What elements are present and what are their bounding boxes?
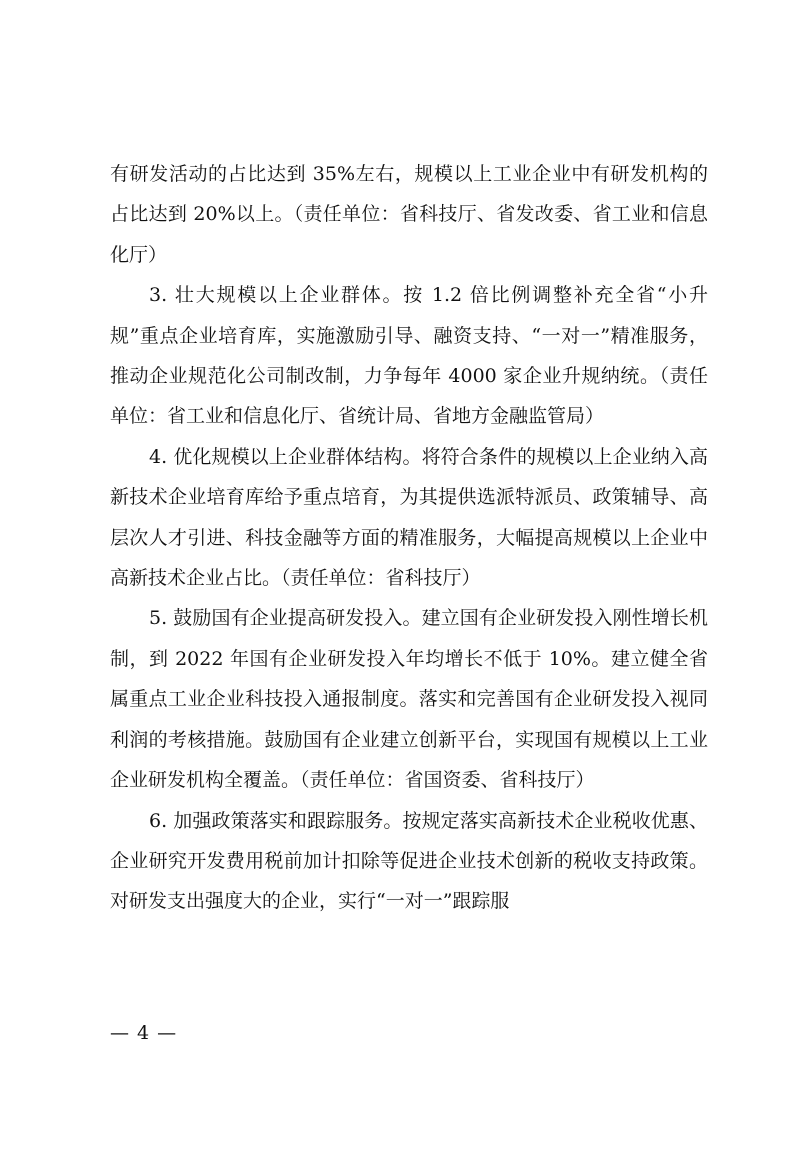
- paragraph-item-6: 6. 加强政策落实和跟踪服务。按规定落实高新技术企业税收优惠、企业研究开发费用税前加计扣除等促进企业技术创新的税收支持政策。对研发支出强度大的企业，实行“一对一”跟踪服: [110, 809, 708, 913]
- page-number: — 4 —: [110, 1022, 178, 1044]
- paragraph-item-4: 4. 优化规模以上企业群体结构。将符合条件的规模以上企业纳入高新技术企业培育库给予重点培育，为其提供选派特派员、政策辅导、高层次人才引进、科技金融等方面的精准服务，大幅提高规模以上企业中高新技术企业占比。（责任单位：省科技厅）: [110, 445, 708, 590]
- paragraph-item-3: 3. 壮大规模以上企业群体。按 1.2 倍比例调整补充全省“小升规”重点企业培育库，实施激励引导、融资支持、“一对一”精准服务，推动企业规范化公司制改制，力争每年 4000 家企业升规纳统。（责任单位：省工业和信息化厅、省统计局、省地方金融监管局）: [110, 284, 708, 428]
- paragraph-continuation: 有研发活动的占比达到 35%左右，规模以上工业企业中有研发机构的占比达到 20%以上。（责任单位：省科技厅、省发改委、省工业和信息化厅）: [110, 163, 708, 266]
- body-text: [110, 154, 708, 922]
- paragraph-item-5: 5. 鼓励国有企业提高研发投入。建立国有企业研发投入刚性增长机制，到 2022 年国有企业研发投入年均增长不低于 10%。建立健全省属重点工业企业科技投入通报制度。落实和完善国有企业研发投入视同利润的考核措施。鼓励国有企业建立创新平台，实现国有规模以上工业企业研发机构全覆盖。（责任单位：省国资委、省科技厅）: [110, 607, 708, 792]
